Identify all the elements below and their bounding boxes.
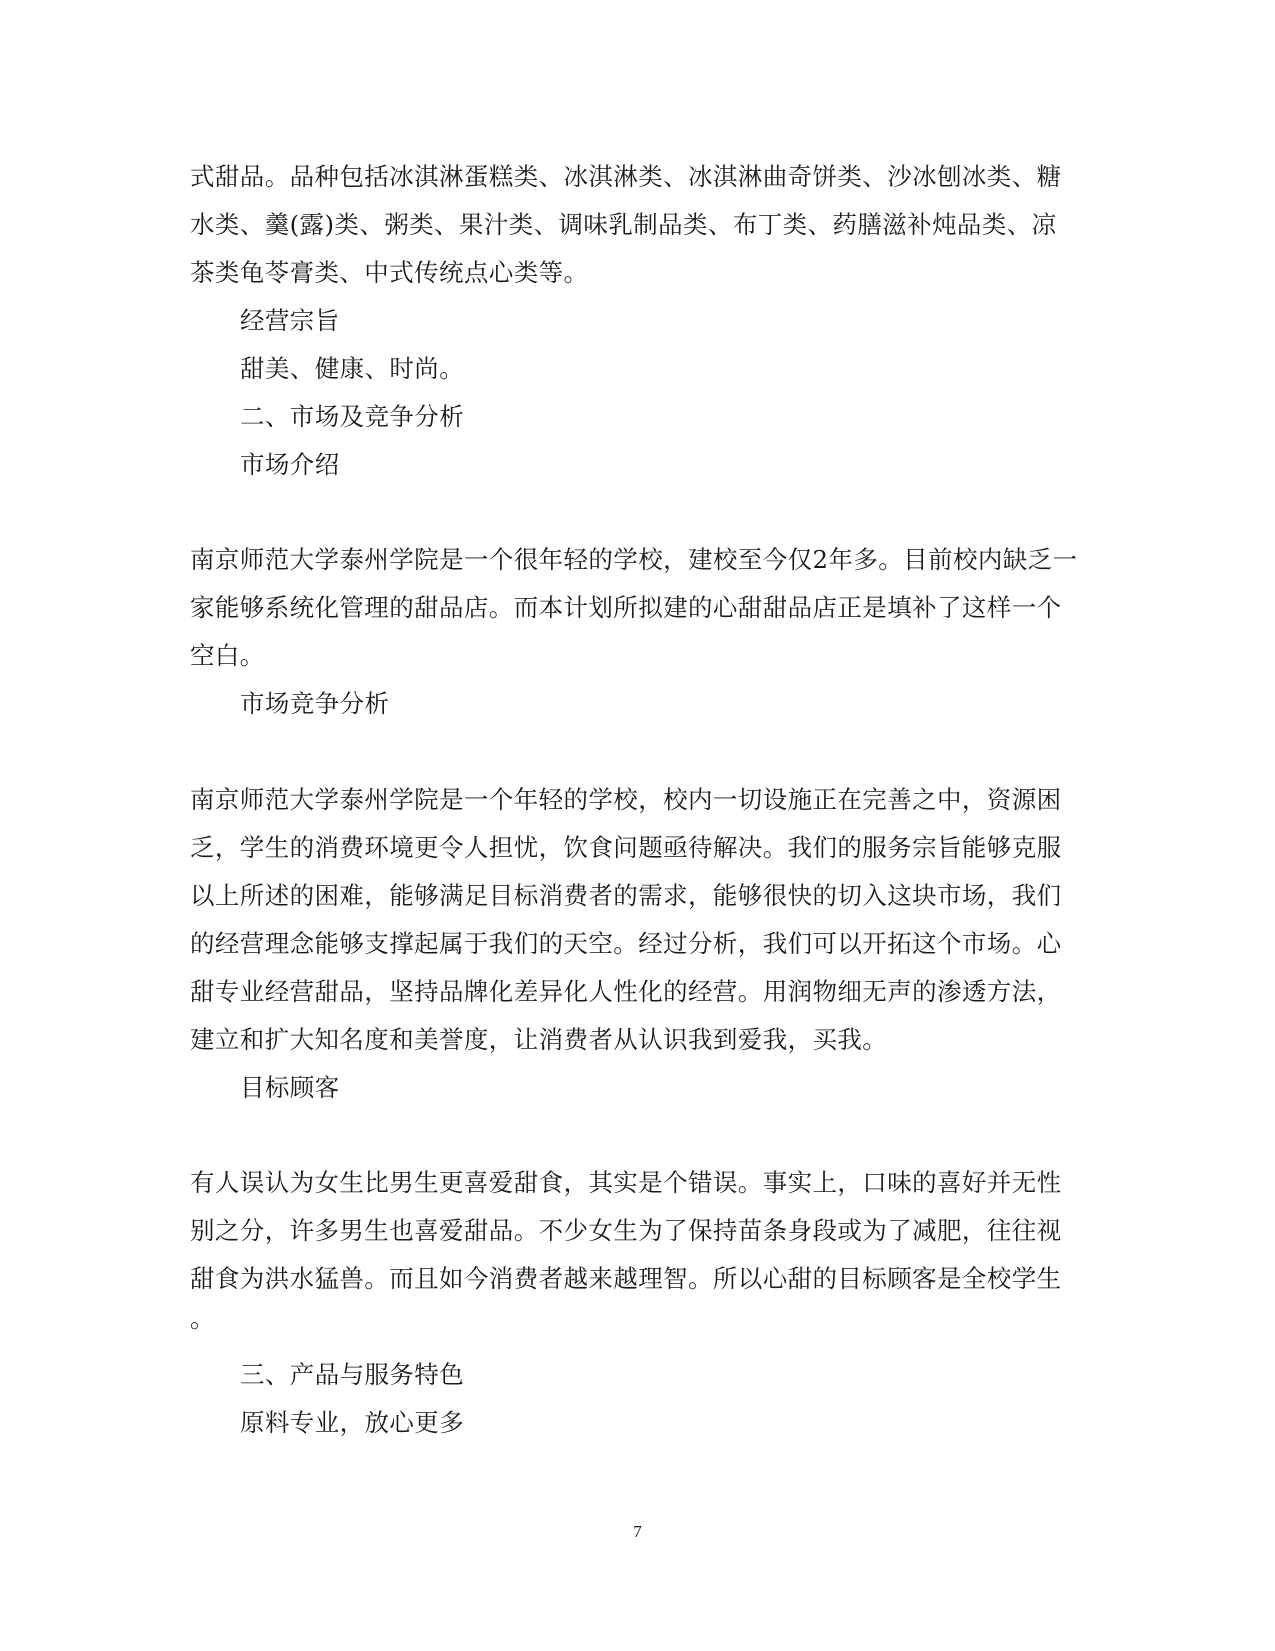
paragraph-line: 建立和扩大知名度和美誉度，让消费者从认识我到爱我，买我。 — [190, 1025, 888, 1054]
page-number: 7 — [633, 1522, 642, 1541]
section-heading: 经营宗旨 — [240, 306, 340, 335]
paragraph-line: 空白。 — [190, 641, 265, 670]
section-heading: 目标顾客 — [240, 1073, 340, 1102]
paragraph-line: 甜专业经营甜品，坚持品牌化差异化人性化的经营。用润物细无声的渗透方法， — [190, 977, 1062, 1006]
paragraph-line: 甜食为洪水猛兽。而且如今消费者越来越理智。所以心甜的目标顾客是全校学生 — [190, 1264, 1062, 1293]
section-heading: 三、产品与服务特色 — [240, 1360, 465, 1389]
paragraph-line: 水类、羹(露)类、粥类、果汁类、调味乳制品类、布丁类、药膳滋补炖品类、凉 — [190, 210, 1057, 239]
paragraph-line: 别之分，许多男生也喜爱甜品。不少女生为了保持苗条身段或为了减肥，往往视 — [190, 1216, 1062, 1245]
section-heading: 市场竞争分析 — [240, 689, 390, 718]
paragraph-line: 的经营理念能够支撑起属于我们的天空。经过分析，我们可以开拓这个市场。心 — [190, 929, 1062, 958]
paragraph-line: 。 — [190, 1304, 215, 1333]
paragraph-line: 式甜品。品种包括冰淇淋蛋糕类、冰淇淋类、冰淇淋曲奇饼类、沙冰刨冰类、糖 — [190, 162, 1062, 191]
paragraph-line: 甜美、健康、时尚。 — [240, 354, 465, 383]
paragraph-line: 南京师范大学泰州学院是一个年轻的学校，校内一切设施正在完善之中，资源困 — [190, 785, 1062, 814]
section-heading: 市场介绍 — [240, 450, 340, 479]
paragraph-line: 家能够系统化管理的甜品店。而本计划所拟建的心甜甜品店正是填补了这样一个 — [190, 593, 1062, 622]
paragraph-line: 南京师范大学泰州学院是一个很年轻的学校，建校至今仅2年多。目前校内缺乏一 — [190, 545, 1078, 574]
section-heading: 原料专业，放心更多 — [240, 1408, 465, 1437]
paragraph-line: 以上所述的困难，能够满足目标消费者的需求，能够很快的切入这块市场，我们 — [190, 881, 1062, 910]
section-heading: 二、市场及竞争分析 — [240, 402, 465, 431]
paragraph-line: 茶类龟苓膏类、中式传统点心类等。 — [190, 258, 589, 287]
paragraph-line: 乏，学生的消费环境更令人担忧，饮食问题亟待解决。我们的服务宗旨能够克服 — [190, 833, 1062, 862]
paragraph-line: 有人误认为女生比男生更喜爱甜食，其实是个错误。事实上，口味的喜好并无性 — [190, 1168, 1062, 1197]
